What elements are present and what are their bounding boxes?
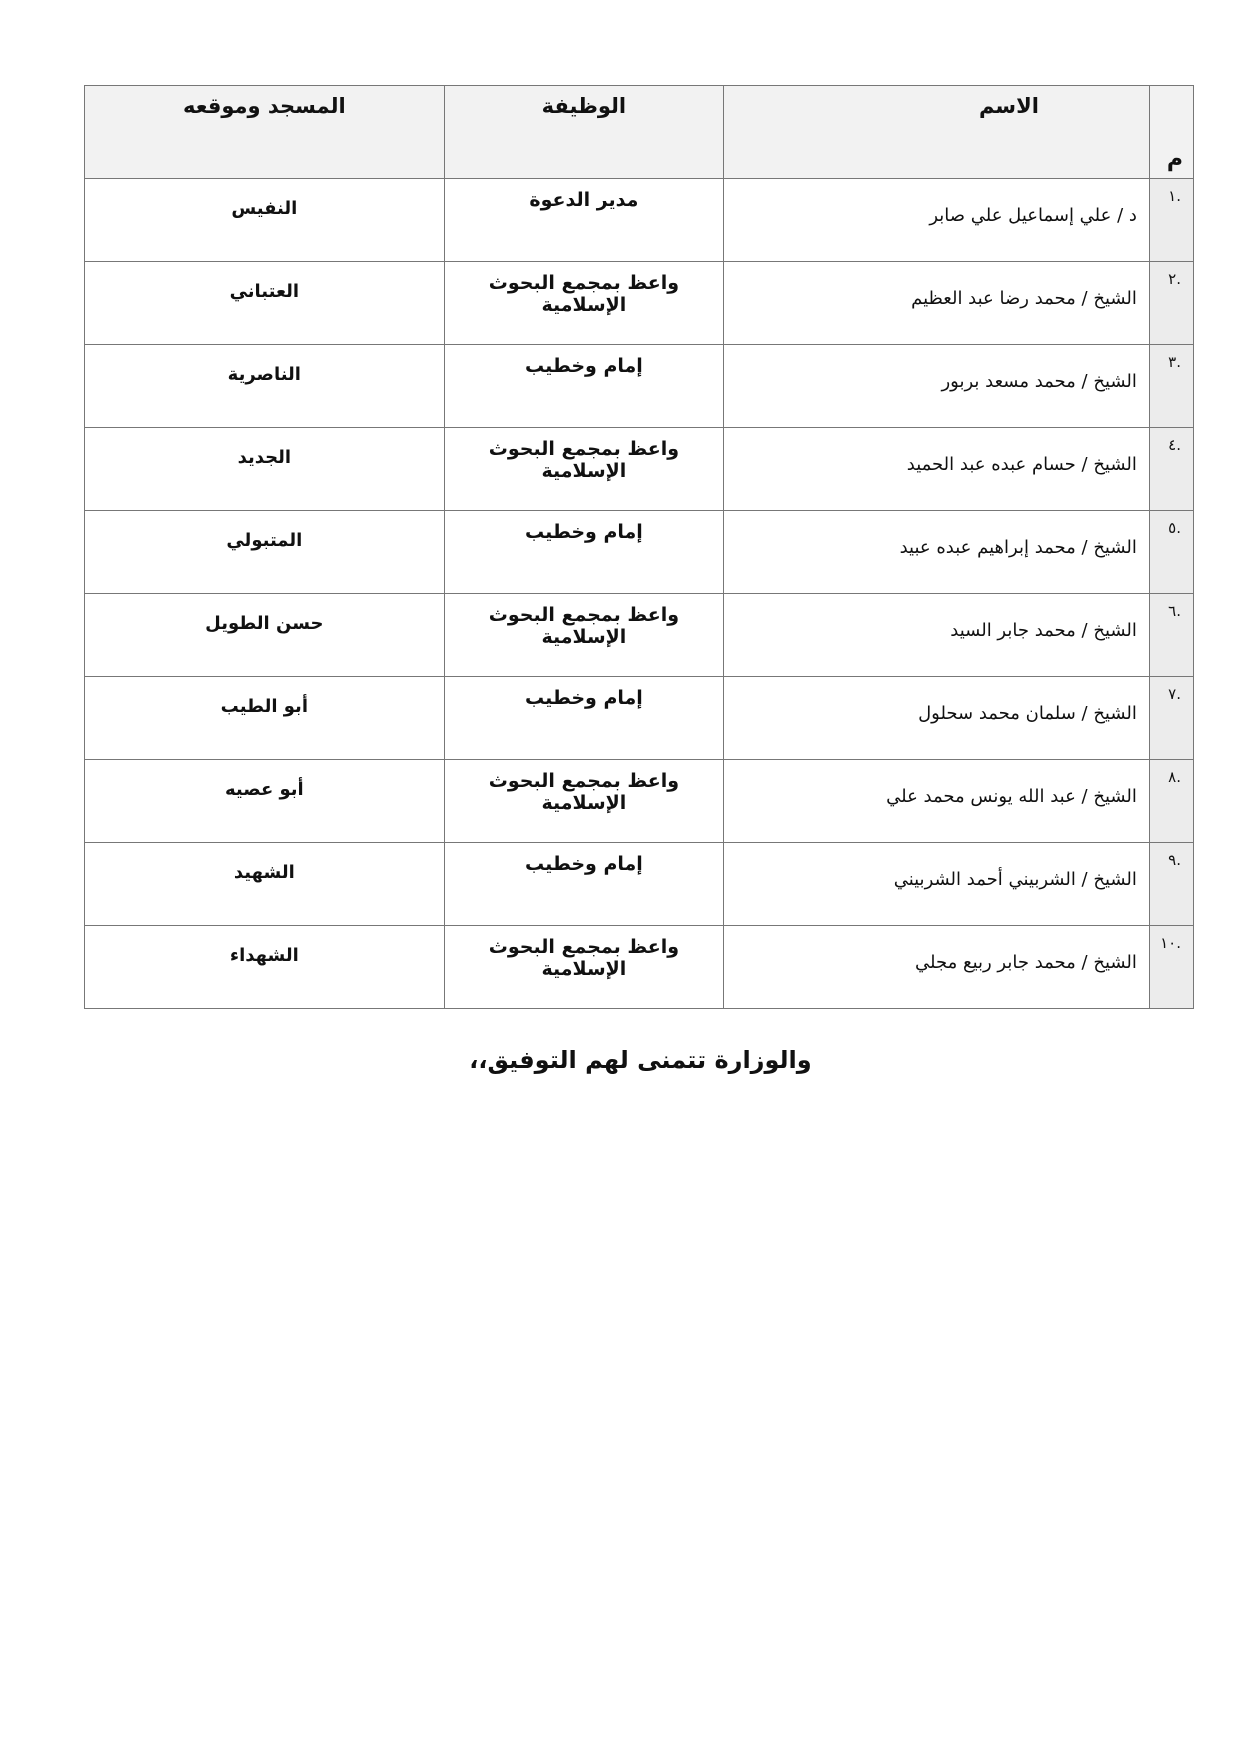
row-name-cell xyxy=(724,677,1150,760)
row-job-cell xyxy=(444,179,724,262)
row-job-cell xyxy=(444,511,724,594)
row-number-cell xyxy=(1149,262,1193,345)
row-mosque: الجديد xyxy=(237,447,292,468)
imams-table xyxy=(84,85,1194,1009)
row-job-cell xyxy=(444,594,724,677)
table-row xyxy=(85,345,1194,428)
table-row xyxy=(85,511,1194,594)
header-number: م xyxy=(1149,86,1193,179)
row-number-cell xyxy=(1149,843,1193,926)
row-job: إمام وخطيب xyxy=(524,521,643,543)
row-name-cell xyxy=(724,594,1150,677)
table-row xyxy=(85,760,1194,843)
row-mosque-cell xyxy=(85,345,445,428)
row-job-cell xyxy=(444,926,724,1009)
row-mosque-cell xyxy=(85,843,445,926)
row-mosque-cell xyxy=(85,179,445,262)
row-number: .٥ xyxy=(1168,519,1181,537)
header-job: الوظيفة xyxy=(444,86,724,179)
row-name: الشيخ / محمد رضا عبد العظيم xyxy=(911,288,1137,309)
header-mosque: المسجد وموقعه xyxy=(85,86,445,179)
row-mosque-cell xyxy=(85,760,445,843)
row-mosque: أبو الطيب xyxy=(220,696,308,717)
row-number: .٩ xyxy=(1168,851,1181,869)
closing-remark: والوزارة تتمنى لهم التوفيق،، xyxy=(469,1046,812,1074)
table-row xyxy=(85,262,1194,345)
row-job: إمام وخطيب xyxy=(524,853,643,875)
row-job: واعظ بمجمع البحوث الإسلامية xyxy=(488,604,680,648)
header-name: الاسم xyxy=(724,86,1150,179)
row-name: د / علي إسماعيل علي صابر xyxy=(929,205,1137,226)
row-mosque: الشهداء xyxy=(229,945,299,966)
row-number-cell xyxy=(1149,428,1193,511)
row-job: واعظ بمجمع البحوث الإسلامية xyxy=(488,438,680,482)
row-mosque: حسن الطويل xyxy=(205,613,324,634)
row-job-cell xyxy=(444,345,724,428)
row-number-cell xyxy=(1149,760,1193,843)
table-row xyxy=(85,843,1194,926)
row-job-cell xyxy=(444,262,724,345)
row-name-cell xyxy=(724,760,1150,843)
row-mosque-cell xyxy=(85,677,445,760)
row-mosque-cell xyxy=(85,511,445,594)
row-job-cell xyxy=(444,760,724,843)
row-job-cell xyxy=(444,428,724,511)
row-name-cell xyxy=(724,345,1150,428)
row-number: .١ xyxy=(1168,187,1181,205)
row-mosque: أبو عصيه xyxy=(224,779,304,800)
row-name-cell xyxy=(724,926,1150,1009)
row-number: .٦ xyxy=(1168,602,1181,620)
row-name: الشيخ / محمد جابر السيد xyxy=(950,620,1137,641)
table-row xyxy=(85,926,1194,1009)
table-row xyxy=(85,594,1194,677)
row-mosque-cell xyxy=(85,262,445,345)
row-number-cell xyxy=(1149,677,1193,760)
row-number-cell xyxy=(1149,926,1193,1009)
row-mosque: النفيس xyxy=(231,198,298,219)
row-mosque-cell xyxy=(85,594,445,677)
row-job: واعظ بمجمع البحوث الإسلامية xyxy=(488,272,680,316)
row-job: واعظ بمجمع البحوث الإسلامية xyxy=(488,770,680,814)
row-number: .٧ xyxy=(1168,685,1181,703)
row-job-cell xyxy=(444,843,724,926)
row-job-cell xyxy=(444,677,724,760)
row-number-cell xyxy=(1149,594,1193,677)
row-name-cell xyxy=(724,262,1150,345)
table-row xyxy=(85,428,1194,511)
row-name-cell xyxy=(724,843,1150,926)
row-mosque: العتباني xyxy=(229,281,300,302)
row-number: .٤ xyxy=(1168,436,1181,454)
row-number-cell xyxy=(1149,179,1193,262)
row-name: الشيخ / محمد مسعد بربور xyxy=(941,371,1137,392)
row-mosque-cell xyxy=(85,428,445,511)
row-name-cell xyxy=(724,511,1150,594)
row-name: الشيخ / سلمان محمد سحلول xyxy=(918,703,1137,724)
table-header-row xyxy=(85,86,1194,179)
row-job: إمام وخطيب xyxy=(524,687,643,709)
row-number-cell xyxy=(1149,345,1193,428)
row-job: مدير الدعوة xyxy=(529,189,639,211)
table-row xyxy=(85,179,1194,262)
row-name: الشيخ / محمد إبراهيم عبده عبيد xyxy=(899,537,1137,558)
row-job: واعظ بمجمع البحوث الإسلامية xyxy=(488,936,680,980)
row-number-cell xyxy=(1149,511,1193,594)
row-job: إمام وخطيب xyxy=(524,355,643,377)
row-mosque-cell xyxy=(85,926,445,1009)
row-number: .٨ xyxy=(1168,768,1181,786)
row-name-cell xyxy=(724,179,1150,262)
row-number: .٣ xyxy=(1168,353,1181,371)
row-name: الشيخ / الشربيني أحمد الشربيني xyxy=(893,869,1137,890)
row-name-cell xyxy=(724,428,1150,511)
row-mosque: الناصرية xyxy=(227,364,301,385)
row-name: الشيخ / عبد الله يونس محمد علي xyxy=(886,786,1137,807)
table-row xyxy=(85,677,1194,760)
row-mosque: الشهيد xyxy=(233,862,295,883)
row-name: الشيخ / حسام عبده عبد الحميد xyxy=(906,454,1137,475)
row-mosque: المتبولي xyxy=(226,530,303,551)
row-number: .٢ xyxy=(1168,270,1181,288)
row-number: .١٠ xyxy=(1160,934,1181,952)
row-name: الشيخ / محمد جابر ربيع مجلي xyxy=(915,952,1137,973)
